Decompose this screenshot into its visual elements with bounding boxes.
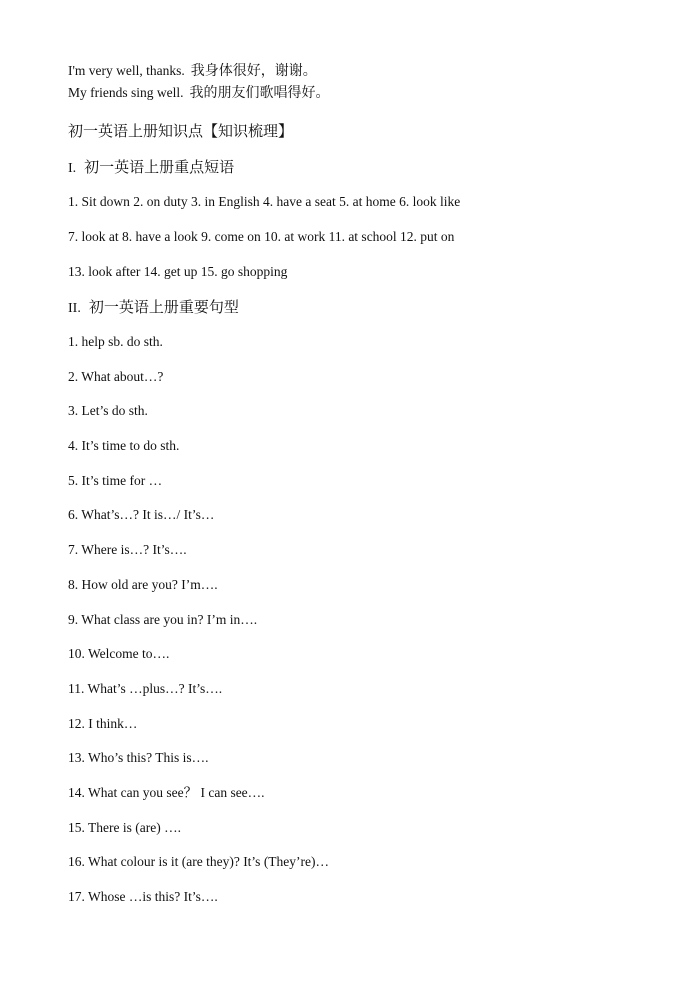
intro-chinese-2: 我的朋友们歌唱得好。 <box>189 85 330 101</box>
section-2-title: 初一英语上册重要句型 <box>88 298 239 316</box>
phrase-line: 13. look after 14. get up 15. go shopping <box>68 264 288 279</box>
section-1-heading <box>68 156 234 177</box>
list-item: 9. What class are you in? I’m in…. <box>68 611 258 627</box>
sentence-pattern-list <box>68 332 329 922</box>
list-item: 14. What can you see？ I can see…. <box>68 784 265 800</box>
section-2-numeral: II. <box>68 301 81 316</box>
intro-block <box>68 60 668 104</box>
phrase-list <box>68 192 460 297</box>
list-item: 17. Whose …is this? It’s…. <box>68 889 218 904</box>
intro-line-1 <box>68 60 668 82</box>
list-item: 15. There is (are) …. <box>68 819 181 835</box>
list-item: 8. How old are you? I’m…. <box>68 576 218 592</box>
list-item: 12. I think… <box>68 715 138 731</box>
document-page <box>68 60 668 904</box>
list-item: 13. Who’s this? This is…. <box>68 750 209 766</box>
list-item: 3. Let’s do sth. <box>68 403 148 419</box>
section-1-numeral: I. <box>68 161 77 176</box>
list-item: 6. What’s…? It is…/ It’s… <box>68 507 215 523</box>
intro-english-1: I'm very well, thanks. <box>68 63 185 78</box>
phrase-line: 1. Sit down 2. on duty 3. in English 4. have a seat 5. at home 6. look like <box>68 194 461 209</box>
list-item: 11. What’s …plus…? It’s…. <box>68 680 223 696</box>
list-item: 5. It’s time for … <box>68 472 163 488</box>
intro-chinese-1: 我身体很好，谢谢。 <box>190 63 317 79</box>
document-title: 初一英语上册知识点【知识梳理】 <box>68 122 294 140</box>
list-item: 4. It’s time to do sth. <box>68 438 180 454</box>
section-2-heading <box>68 296 239 317</box>
list-item: 10. Welcome to…. <box>68 646 170 662</box>
list-item: 1. help sb. do sth. <box>68 334 163 349</box>
list-item: 16. What colour is it (are they)? It’s (They’re)… <box>68 854 330 870</box>
phrase-line: 7. look at 8. have a look 9. come on 10. at work 11. at school 12. put on <box>68 229 455 244</box>
section-1-title: 初一英语上册重点短语 <box>84 158 235 176</box>
intro-line-2 <box>68 82 668 104</box>
intro-english-2: My friends sing well. <box>68 85 184 100</box>
list-item: 2. What about…? <box>68 368 164 384</box>
list-item: 7. Where is…? It’s…. <box>68 542 187 558</box>
